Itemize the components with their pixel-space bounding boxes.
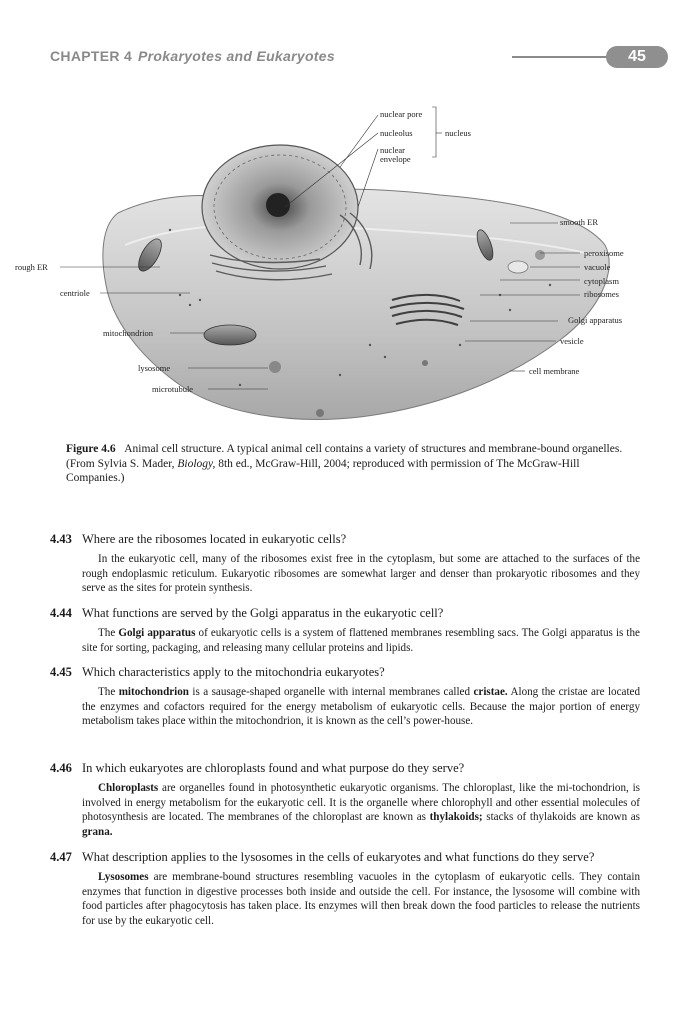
answer-text: of eukaryotic cells is a system of flattened membranes resembling sacs. The Golgi apparatus is the site for sorting, packaging, and releasing many cellular proteins and lipids. [82,627,640,654]
answer-term: thylakoids; [429,811,483,823]
label-vesicle: vesicle [560,336,584,346]
label-microtubule: microtubule [152,384,194,394]
question-text: Where are the ribosomes located in eukaryotic cells? [82,532,347,546]
caption-text: Animal cell structure. A typical animal cell contains a variety of structures and membrane-bound organelles. (From Sylvia S. Mader, [66,443,623,470]
question [50,664,640,680]
chapter-title: Prokaryotes and Eukaryotes [138,48,335,64]
question [50,849,640,865]
animal-cell-figure [15,95,650,430]
question-text: In which eukaryotes are chloroplasts found and what purpose do they serve? [82,761,465,775]
label-cytoplasm: cytoplasm [584,276,619,286]
question-number: 4.44 [50,606,72,620]
label-golgi-apparatus: Golgi apparatus [568,315,623,325]
qa-item-4-45 [50,664,640,729]
answer-term: Lysosomes [98,871,149,883]
answer-text: stacks of thylakoids are known as [482,811,640,823]
answer-text: The [98,627,119,639]
page-header [50,46,650,70]
answer [50,552,640,596]
answer-term: Golgi apparatus [118,627,196,639]
figure-label: Figure 4.6 [66,443,116,455]
cell-illustration [40,95,650,430]
answer-term: grana. [82,825,113,838]
label-lysosome: lysosome [138,363,171,373]
question [50,760,640,776]
answer-term: cristae. [473,686,508,698]
question [50,605,640,621]
question-number: 4.47 [50,850,72,864]
answer-text: Along the cristae are located the enzymes and cofactors required for the energy metabolism of eukaryotic cells. Because the major portion of energy metabolism takes place within the mitochondrion, it is known as the cell’s power-house. [82,686,640,727]
answer [50,870,640,928]
question-number: 4.43 [50,532,72,546]
label-mitochondrion: mitochondrion [103,328,154,338]
label-cell-membrane: cell membrane [529,366,580,376]
answer [50,781,640,839]
figure-caption [66,442,626,486]
label-nucleus: nucleus [445,128,471,138]
label-nuclear-envelope-1: nuclear [380,145,406,155]
question-text: What description applies to the lysosomes in the cells of eukaryotes and what functions do they serve? [82,850,595,864]
qa-item-4-46 [50,760,640,839]
answer-term: mitochondrion [118,686,189,698]
answer-term: Chloroplasts [98,782,159,794]
answer-text: The [98,686,119,698]
label-nuclear-envelope-2: envelope [380,154,411,164]
label-nuclear-pore: nuclear pore [380,109,423,119]
caption-text-2: 8th ed., McGraw-Hill, 2004; reproduced with permission of The McGraw-Hill Companies.) [66,457,580,484]
qa-item-4-47 [50,849,640,928]
label-rough-er: rough ER [15,262,48,272]
label-nucleolus: nucleolus [380,128,413,138]
answer-text: In the eukaryotic cell, many of the ribosomes exist free in the cytoplasm, but some are attached to the surfaces of the rough endoplasmic reticulum. Eukaryotic ribosomes are somewhat larger and denser than prokaryotic ribosomes and they serve as the sites for protein synthesis. [82,553,640,594]
question-number: 4.45 [50,665,72,679]
question-text: What functions are served by the Golgi apparatus in the eukaryotic cell? [82,606,444,620]
label-smooth-er: smooth ER [560,217,599,227]
question-number: 4.46 [50,761,72,775]
chapter-number: CHAPTER 4 [50,48,133,64]
running-head [50,48,335,64]
qa-item-4-44 [50,605,640,655]
label-ribosomes: ribosomes [584,289,619,299]
answer [50,626,640,655]
question [50,531,640,547]
caption-book-title: Biology, [177,457,216,470]
answer-text: are organelles found in photosynthetic eukaryotic organisms. The chloroplast, like the mi-tochondrion, is involved in energy metabolism for the eukaryotic cell. It is the organelle where chlorophyll and other essential molecules of photosynthesis are located. The membranes of the chloroplast are known as [82,782,640,823]
page-number: 45 [606,46,668,68]
label-vacuole: vacuole [584,262,611,272]
label-centriole: centriole [60,288,90,298]
answer [50,685,640,729]
answer-text: are membrane-bound structures resembling vacuoles in the cytoplasm of eukaryotic cells. They contain enzymes that function in digestive processes both inside and outside the cell. For instance, the lysosome will combine with food particles after phagocytosis has taken place. Its enzymes will then break down the food particles to release the nutrients for use by the eukaryotic cell. [82,871,640,927]
qa-item-4-43 [50,531,640,596]
question-text: Which characteristics apply to the mitochondria eukaryotes? [82,665,385,679]
label-peroxisome: peroxisome [584,248,624,258]
answer-text: is a sausage-shaped organelle with internal membranes called [188,686,474,698]
header-rule [512,56,608,58]
